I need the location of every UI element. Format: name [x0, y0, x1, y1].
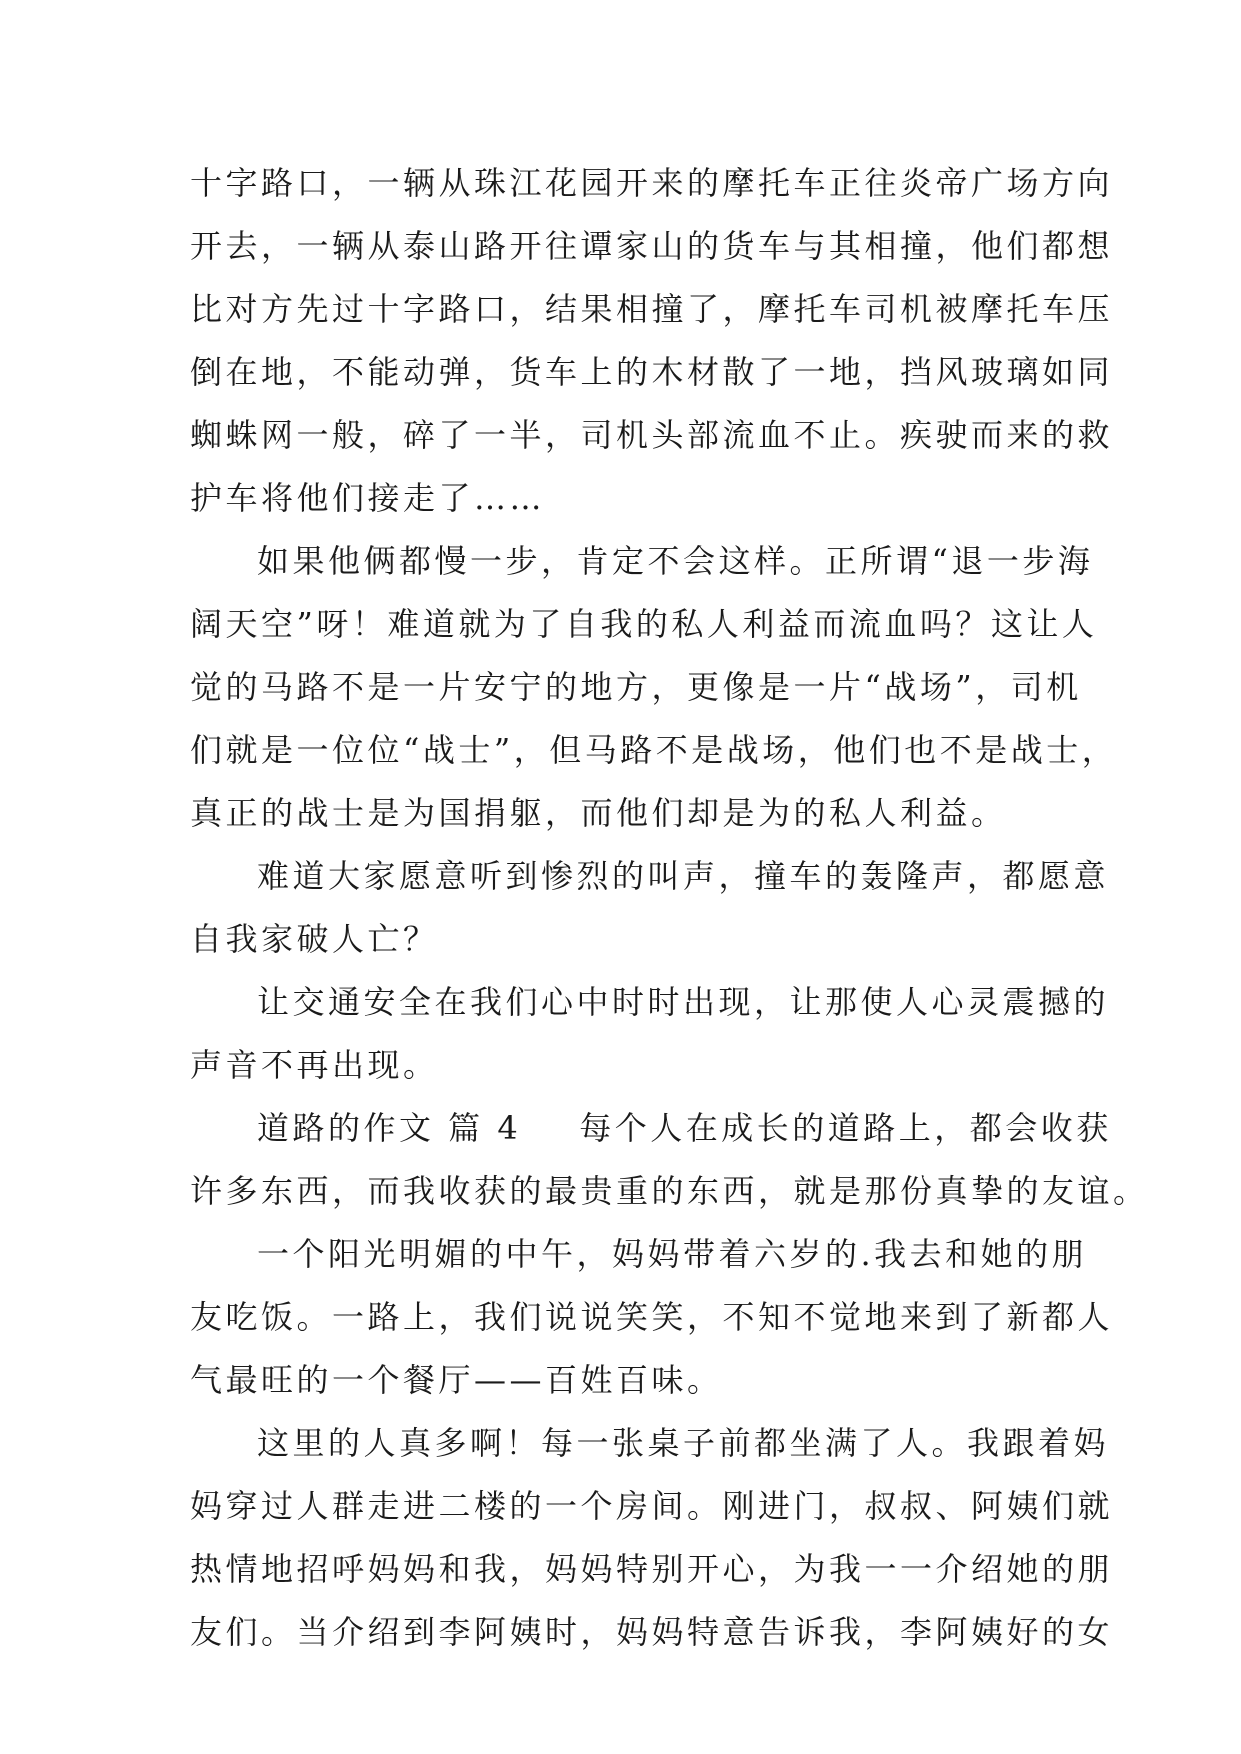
- text-line: 气最旺的一个餐厅——百姓百味。: [190, 1361, 723, 1399]
- text-line: 比对方先过十字路口，结果相撞了，摩托车司机被摩托车压: [190, 290, 1114, 328]
- text-line: 妈穿过人群走进二楼的一个房间。刚进门，叔叔、阿姨们就: [190, 1487, 1114, 1525]
- text-line: 许多东西，而我收获的最贵重的东西，就是那份真挚的友谊。: [190, 1172, 1149, 1210]
- text-line: 倒在地，不能动弹，货车上的木材散了一地，挡风玻璃如同: [190, 353, 1114, 391]
- text-line: 十字路口，一辆从珠江花园开来的摩托车正往炎帝广场方向: [190, 164, 1114, 202]
- document-body: [190, 152, 1149, 1664]
- text-line: 热情地招呼妈妈和我，妈妈特别开心，为我一一介绍她的朋: [190, 1550, 1114, 1588]
- paragraph-first-line: 难道大家愿意听到惨烈的叫声，撞车的轰隆声，都愿意: [257, 857, 1110, 895]
- text-line: 开去，一辆从泰山路开往谭家山的货车与其相撞，他们都想: [190, 227, 1114, 265]
- section-first-sentence: 每个人在成长的道路上，都会收获: [579, 1109, 1112, 1147]
- text-line: 护车将他们接走了……: [190, 479, 546, 517]
- text-line: 声音不再出现。: [190, 1046, 439, 1084]
- text-line: 友们。当介绍到李阿姨时，妈妈特意告诉我，李阿姨好的女: [190, 1613, 1114, 1651]
- paragraph-first-line: 让交通安全在我们心中时时出现，让那使人心灵震撼的: [257, 983, 1110, 1021]
- section-heading: 道路的作文 篇 4: [257, 1109, 522, 1147]
- paragraph-first-line: 这里的人真多啊！每一张桌子前都坐满了人。我跟着妈: [257, 1424, 1110, 1462]
- section-heading-line: [190, 1097, 1112, 1160]
- paragraph-first-line: 如果他俩都慢一步，肯定不会这样。正所谓“退一步海: [257, 542, 1094, 580]
- text-line: 觉的马路不是一片安宁的地方，更像是一片“战场”，司机: [190, 668, 1082, 706]
- text-line: 蜘蛛网一般，碎了一半，司机头部流血不止。疾驶而来的救: [190, 416, 1114, 454]
- text-line: 阔天空”呀！难道就为了自我的私人利益而流血吗？这让人: [190, 605, 1098, 643]
- paragraph-first-line: 一个阳光明媚的中午，妈妈带着六岁的.我去和她的朋: [257, 1235, 1088, 1273]
- text-line: 友吃饭。一路上，我们说说笑笑，不知不觉地来到了新都人: [190, 1298, 1114, 1336]
- text-line: 自我家破人亡？: [190, 920, 439, 958]
- text-line: 们就是一位位“战士”，但马路不是战场，他们也不是战士，: [190, 731, 1118, 769]
- text-line: 真正的战士是为国捐躯，而他们却是为的私人利益。: [190, 794, 1007, 832]
